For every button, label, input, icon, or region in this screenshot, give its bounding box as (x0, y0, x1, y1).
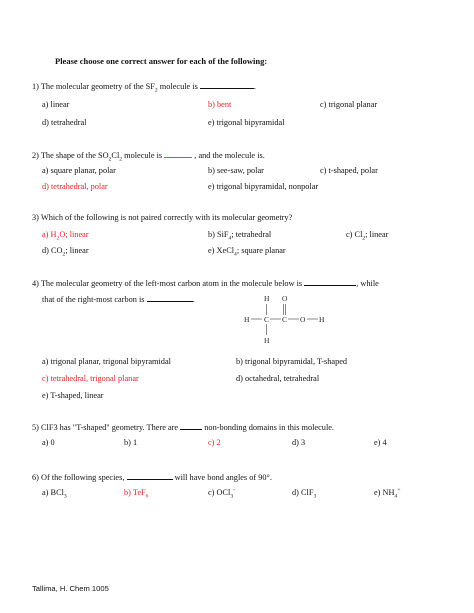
question-6-option-b[interactable]: b) TeF$_6$ (124, 488, 149, 500)
question-2-option-c[interactable]: c) t-shaped, polar (320, 166, 378, 175)
atom-h-left: H (244, 315, 250, 324)
footer-course-label: Tallima, H. Chem 1005 (32, 584, 109, 593)
question-2-option-a[interactable]: a) square planar, polar (42, 166, 116, 175)
question-4-option-e[interactable]: e) T-shaped, linear (42, 391, 104, 400)
question-1-option-d[interactable]: d) tetrahedral (42, 118, 87, 127)
atom-h-bottom: H (264, 336, 270, 345)
question-4-option-d[interactable]: d) octahedral, tetrahedral (236, 374, 320, 383)
question-6-option-d[interactable]: d) ClF$_3$ (292, 488, 317, 500)
question-6-option-a[interactable]: a) BCl$_3$ (42, 488, 67, 500)
question-1-option-c[interactable]: c) trigonal planar (320, 100, 378, 109)
question-5-option-a[interactable]: a) 0 (42, 438, 55, 447)
atom-h-top: H (264, 294, 270, 303)
question-4-option-b[interactable]: b) trigonal bipyramidal, T-shaped (236, 357, 348, 366)
instructions: Please choose one correct answer for each of the following: (55, 56, 268, 66)
question-6-option-e[interactable]: e) $NH_4^+$ (374, 487, 401, 500)
question-1-option-e[interactable]: e) trigonal bipyramidal (208, 118, 285, 127)
atom-c2: C (282, 315, 288, 324)
question-4-option-a[interactable]: a) trigonal planar, trigonal bipyramidal (42, 357, 171, 366)
question-3-option-c[interactable]: c) $Cl_2$; linear (346, 230, 389, 242)
question-1-stem: 1) The molecular geometry of the $SF_2$ molecule is . (32, 82, 256, 94)
molecule-structure-diagram (238, 291, 342, 349)
atom-h-right: H (319, 315, 325, 324)
question-3-option-b[interactable]: b) SiF$_4$; tetrahedral (208, 230, 272, 242)
question-5-stem: 5) ClF3 has "T-shaped" geometry. There are non-bonding domains in this molecule. (32, 423, 335, 432)
atom-o-top: O (282, 294, 288, 303)
question-4-stem-line-1: 4) The molecular geometry of the left-most carbon atom in the molecule below is , while (32, 279, 379, 288)
question-1-option-a[interactable]: a) linear (42, 100, 70, 109)
question-3-stem: 3) Which of the following is not paired correctly with its molecular geometry? (32, 213, 293, 222)
atom-c1: C (264, 315, 270, 324)
question-6-stem: 6) Of the following species, will have bond angles of 90°. (32, 473, 272, 482)
question-4-option-c[interactable]: c) tetrahedral, trigonal planar (42, 374, 139, 383)
question-6-option-c[interactable]: c) OCl$_3$- (208, 487, 236, 500)
question-5-option-e[interactable]: e) 4 (374, 438, 387, 447)
question-5-option-b[interactable]: b) 1 (124, 438, 138, 447)
question-2-option-e[interactable]: e) trigonal bipyramidal, nonpolar (208, 182, 319, 191)
question-2-option-d[interactable]: d) tetrahedral, polar (42, 182, 108, 191)
question-2-option-b[interactable]: b) see-saw, polar (208, 166, 264, 175)
question-3-option-a[interactable]: a) $H_2O$; linear (42, 230, 89, 242)
question-5-option-d[interactable]: d) 3 (292, 438, 306, 447)
atom-o-right: O (300, 315, 306, 324)
question-3-option-e[interactable]: e) XeCl$_4$; square planar (208, 246, 286, 258)
question-5-option-c[interactable]: c) 2 (208, 438, 221, 447)
question-1-option-b[interactable]: b) bent (208, 100, 232, 109)
question-4-stem-line-2: that of the right-most carbon is . (42, 295, 195, 304)
question-3-option-d[interactable]: d) $CO_2$; linear (42, 246, 89, 258)
question-2-stem: 2) The shape of the $SO_2Cl_2$ molecule is , and the molecule is. (32, 151, 265, 163)
